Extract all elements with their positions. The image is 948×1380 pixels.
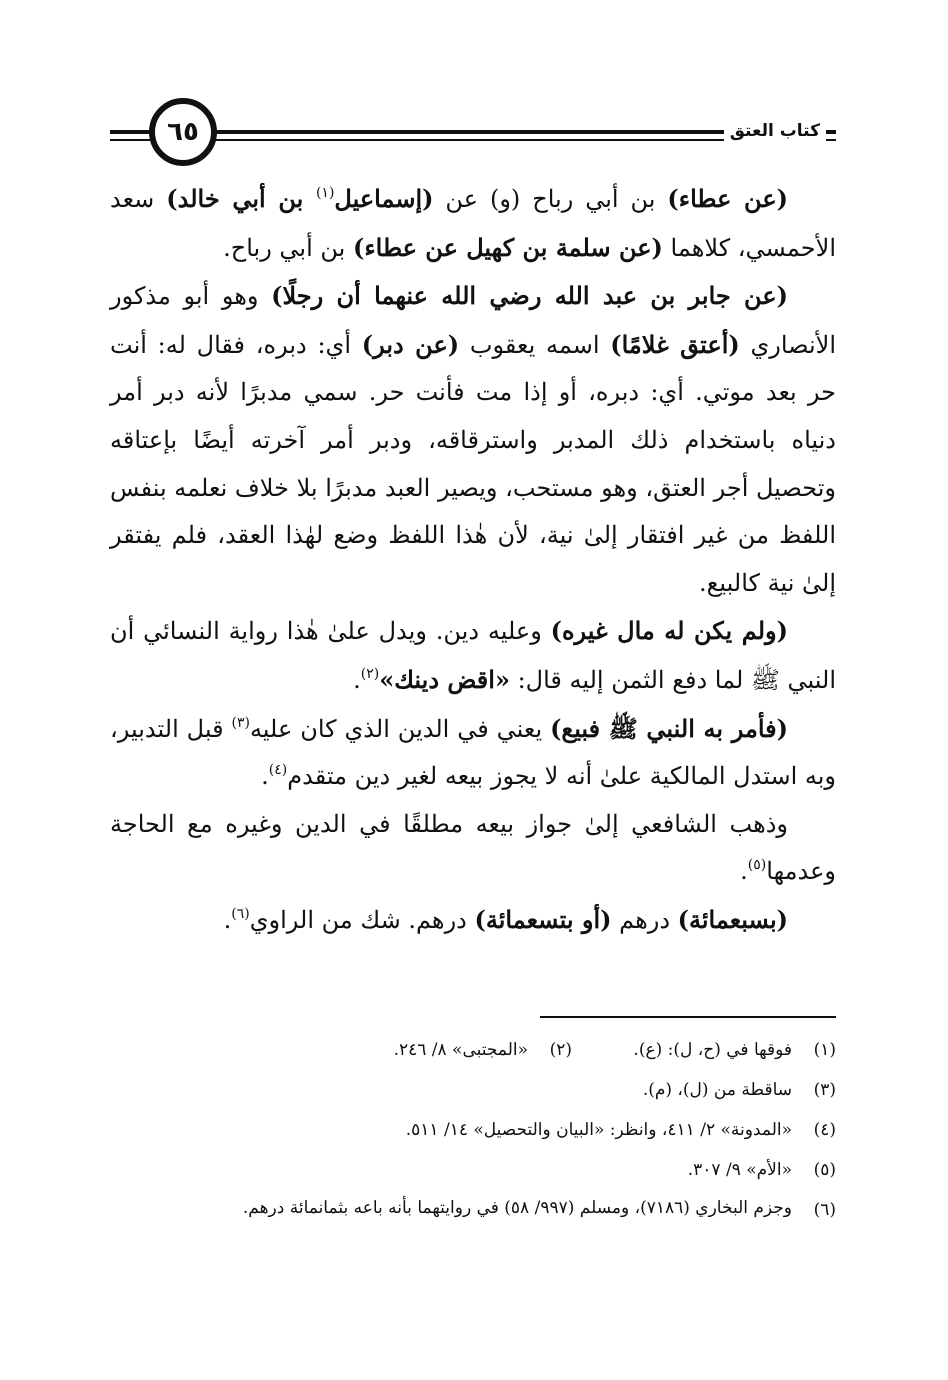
- footnote-ref: (٢): [360, 665, 380, 682]
- text-run: وهو أبو مذكور الأنصاري: [110, 282, 837, 359]
- footnote-text: «المدونة» ٢/ ٤١١، وانظر: «البيان والتحصيل» ١٤/ ٥١١.: [405, 1120, 792, 1140]
- bold-text: (ولم يكن له مال غيره): [550, 616, 789, 646]
- paragraph: [110, 607, 836, 704]
- footnote-number: (١): [813, 1040, 836, 1060]
- footnote-ref: (٤): [268, 762, 288, 779]
- bold-text: (عن عطاء): [667, 184, 788, 213]
- page-number: ٦٥: [149, 98, 217, 166]
- running-title: كتاب العتق: [724, 121, 826, 141]
- footnote-4: [110, 1110, 836, 1150]
- footnote-text: فوقها في (ح، ل): (ع).: [633, 1040, 792, 1060]
- text-run: سعد الأحمسي، كلاهما: [110, 185, 836, 262]
- paragraph: [110, 896, 836, 945]
- paragraph: [110, 272, 836, 607]
- text-run: وذهب الشافعي إلىٰ جواز بيعه مطلقًا في الدين وغيره مع الحاجة وعدمها: [110, 809, 836, 886]
- text-run: اسمه يعقوب: [459, 330, 611, 359]
- bold-text: (أو بتسعمائة): [474, 904, 612, 934]
- footnote-text: «المجتبى» ٨/ ٢٤٦.: [393, 1040, 528, 1060]
- bold-text: بن أبي خالد): [166, 184, 316, 213]
- text-run: بن أبي رباح.: [223, 233, 353, 262]
- footnote-text: «الأم» ٩/ ٣٠٧.: [687, 1160, 792, 1180]
- footnote-number: (٥): [813, 1160, 836, 1180]
- bold-text: (فأمر به النبي ﷺ فبيع): [550, 713, 788, 743]
- page-header: [0, 0, 948, 175]
- footnote-ref: (١): [315, 185, 335, 201]
- text-run: .: [740, 857, 748, 886]
- bold-text: (إسماعيل: [334, 184, 434, 213]
- footnote-number: (٣): [813, 1080, 836, 1100]
- text-run: قبل التدبير، وبه استدل المالكية علىٰ أنه لا يجوز بيعه لغير دين متقدم: [110, 714, 836, 791]
- text-run: أي: دبره، فقال له: أنت حر بعد موتي. أي: دبره، أو إذا مت فأنت حر. سمي مدبرًا لأنه دبر أمر دنياه باستخدام ذلك المدبر واسترقاقه، ودبر أمر آخرته أيضًا بإعتاقه وتحصيل أجر العتق، وهو مستحب، ويصير العبد مدبرًا بلا خلاف نعلمه بنفس اللفظ من غير افتقار إلىٰ نية، لأن هٰذا اللفظ وضع لهٰذا العقد، فلم يفتقر إلىٰ نية كالبيع.: [110, 330, 836, 597]
- footnote-text: وجزم البخاري (٧١٨٦)، ومسلم (٩٩٧/ ٥٨) في روايتهما بأنه باعه بثمانمائة درهم.: [242, 1198, 792, 1218]
- text-run: .: [261, 762, 269, 791]
- bold-text: (عن جابر بن عبد الله رضي الله عنهما أن رجلًا): [271, 281, 788, 311]
- footnote-1: [572, 1030, 836, 1070]
- text-run: درهم: [611, 905, 678, 934]
- footnote-number: (٤): [813, 1120, 836, 1140]
- text-run: درهم. شك من الراوي: [249, 905, 475, 934]
- footnote-number: (٦): [813, 1200, 836, 1220]
- text-run: وعليه دين. ويدل علىٰ هٰذا رواية النسائي أن النبي ﷺ لما دفع الثمن إليه قال:: [110, 617, 836, 694]
- paragraph: [110, 801, 836, 896]
- footnotes: [110, 1030, 836, 1230]
- footnote-ref: (٣): [231, 714, 250, 731]
- footnote-ref: (٦): [231, 905, 250, 922]
- footnote-number: (٢): [549, 1040, 572, 1060]
- bold-text: (عن سلمة بن كهيل عن عطاء): [352, 232, 663, 262]
- footnote-3: [110, 1070, 836, 1110]
- footnote-separator: [540, 1016, 836, 1018]
- bold-text: «اقض دينك»: [379, 664, 510, 694]
- footnote-2: [272, 1030, 572, 1070]
- footnote-text: ساقطة من (ل)، (م).: [642, 1080, 792, 1100]
- paragraph: [110, 705, 836, 801]
- footnote-ref: (٥): [747, 857, 767, 874]
- main-text: [110, 175, 836, 945]
- footnote-6: [110, 1190, 836, 1230]
- paragraph: [110, 175, 836, 272]
- footnote-5: [110, 1150, 836, 1190]
- text-run: بن أبي رباح (و) عن: [433, 185, 668, 213]
- bold-text: (أعتق غلامًا): [610, 329, 740, 359]
- text-run: يعني في الدين الذي كان عليه: [249, 714, 551, 743]
- bold-text: (عن دبر): [361, 329, 460, 359]
- text-run: .: [353, 665, 361, 694]
- footnote-row: [110, 1030, 836, 1070]
- text-run: .: [223, 905, 232, 934]
- bold-text: (بسبعمائة): [677, 904, 788, 934]
